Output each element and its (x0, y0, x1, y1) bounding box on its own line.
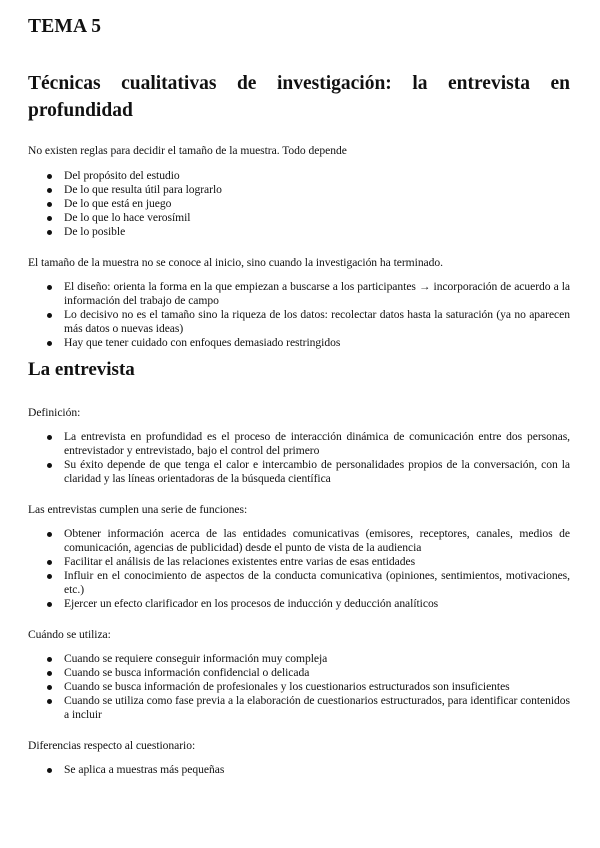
intro-list (28, 169, 570, 239)
diferencias-list (28, 763, 570, 777)
bullet-icon (47, 768, 52, 773)
bullet-icon (47, 671, 52, 676)
bullet-icon (47, 230, 52, 235)
list-item: Cuando se busca información confidencial o delicada (28, 666, 570, 680)
diferencias-paragraph: Diferencias respecto al cuestionario: (28, 739, 196, 752)
bullet-icon (47, 216, 52, 221)
uso-paragraph: Cuándo se utiliza: (28, 628, 111, 641)
bullet-icon (47, 463, 52, 468)
tema-heading: TEMA 5 (28, 16, 102, 37)
bullet-icon (47, 313, 52, 318)
bullet-icon (47, 188, 52, 193)
document-title: Técnicas cualitativas de investigación: la entrevista en profundidad (28, 73, 570, 121)
funciones-list (28, 527, 570, 611)
list-item: Facilitar el análisis de las relaciones existentes entre varias de esas entidades (28, 555, 570, 569)
section-heading-entrevista: La entrevista (28, 359, 135, 380)
list-item: Obtener información acerca de las entidades comunicativas (emisores, receptores, canales, medios de comunicación, agencias de publicidad) desde el punto de vista de la audiencia (28, 527, 570, 555)
list-item: La entrevista en profundidad es el proceso de interacción dinámica de comunicación entre dos personas, entrevistador y entrevistado, bajo el control del primero (28, 430, 570, 458)
bullet-icon (47, 532, 52, 537)
list-item: Cuando se requiere conseguir información muy compleja (28, 652, 570, 666)
list-item: Cuando se busca información de profesionales y los cuestionarios estructurados son insuficientes (28, 680, 570, 694)
list-item: De lo que lo hace verosímil (28, 211, 570, 225)
document-page (28, 14, 570, 777)
list-item: Su éxito depende de que tenga el calor e intercambio de personalidades propios de la conversación, con la claridad y las líneas orientadoras de la búsqueda científica (28, 458, 570, 486)
uso-list (28, 652, 570, 722)
intro-paragraph: No existen reglas para decidir el tamaño de la muestra. Todo depende (28, 144, 347, 157)
definicion-paragraph: Definición: (28, 406, 81, 419)
muestra-paragraph: El tamaño de la muestra no se conoce al inicio, sino cuando la investigación ha terminado. (28, 256, 443, 269)
bullet-icon (47, 202, 52, 207)
list-item: Influir en el conocimiento de aspectos de la conducta comunicativa (opiniones, sentimientos, motivaciones, etc.) (28, 569, 570, 597)
bullet-icon (47, 341, 52, 346)
bullet-icon (47, 602, 52, 607)
bullet-icon (47, 560, 52, 565)
list-item: Del propósito del estudio (28, 169, 570, 183)
list-item: De lo que resulta útil para lograrlo (28, 183, 570, 197)
bullet-icon (47, 657, 52, 662)
list-item: Cuando se utiliza como fase previa a la elaboración de cuestionarios estructurados, para identificar contenidos a incluir (28, 694, 570, 722)
bullet-icon (47, 435, 52, 440)
list-item: De lo que está en juego (28, 197, 570, 211)
bullet-icon (47, 574, 52, 579)
bullet-icon (47, 685, 52, 690)
list-item: De lo posible (28, 225, 570, 239)
bullet-icon (47, 174, 52, 179)
list-item: Se aplica a muestras más pequeñas (28, 763, 570, 777)
bullet-icon (47, 699, 52, 704)
list-item: Ejercer un efecto clarificador en los procesos de inducción y deducción analíticos (28, 597, 570, 611)
definicion-list (28, 430, 570, 486)
list-item: Lo decisivo no es el tamaño sino la riqueza de los datos: recolectar datos hasta la saturación (ya no aparecen más datos o nuevas ideas) (28, 308, 570, 336)
bullet-icon (47, 285, 52, 290)
list-item: Hay que tener cuidado con enfoques demasiado restringidos (28, 336, 570, 350)
list-item: El diseño: orienta la forma en la que empiezan a buscarse a los participantes → incorporación de acuerdo a la información del trabajo de campo (28, 280, 570, 308)
funciones-paragraph: Las entrevistas cumplen una serie de funciones: (28, 503, 248, 516)
muestra-list (28, 280, 570, 350)
